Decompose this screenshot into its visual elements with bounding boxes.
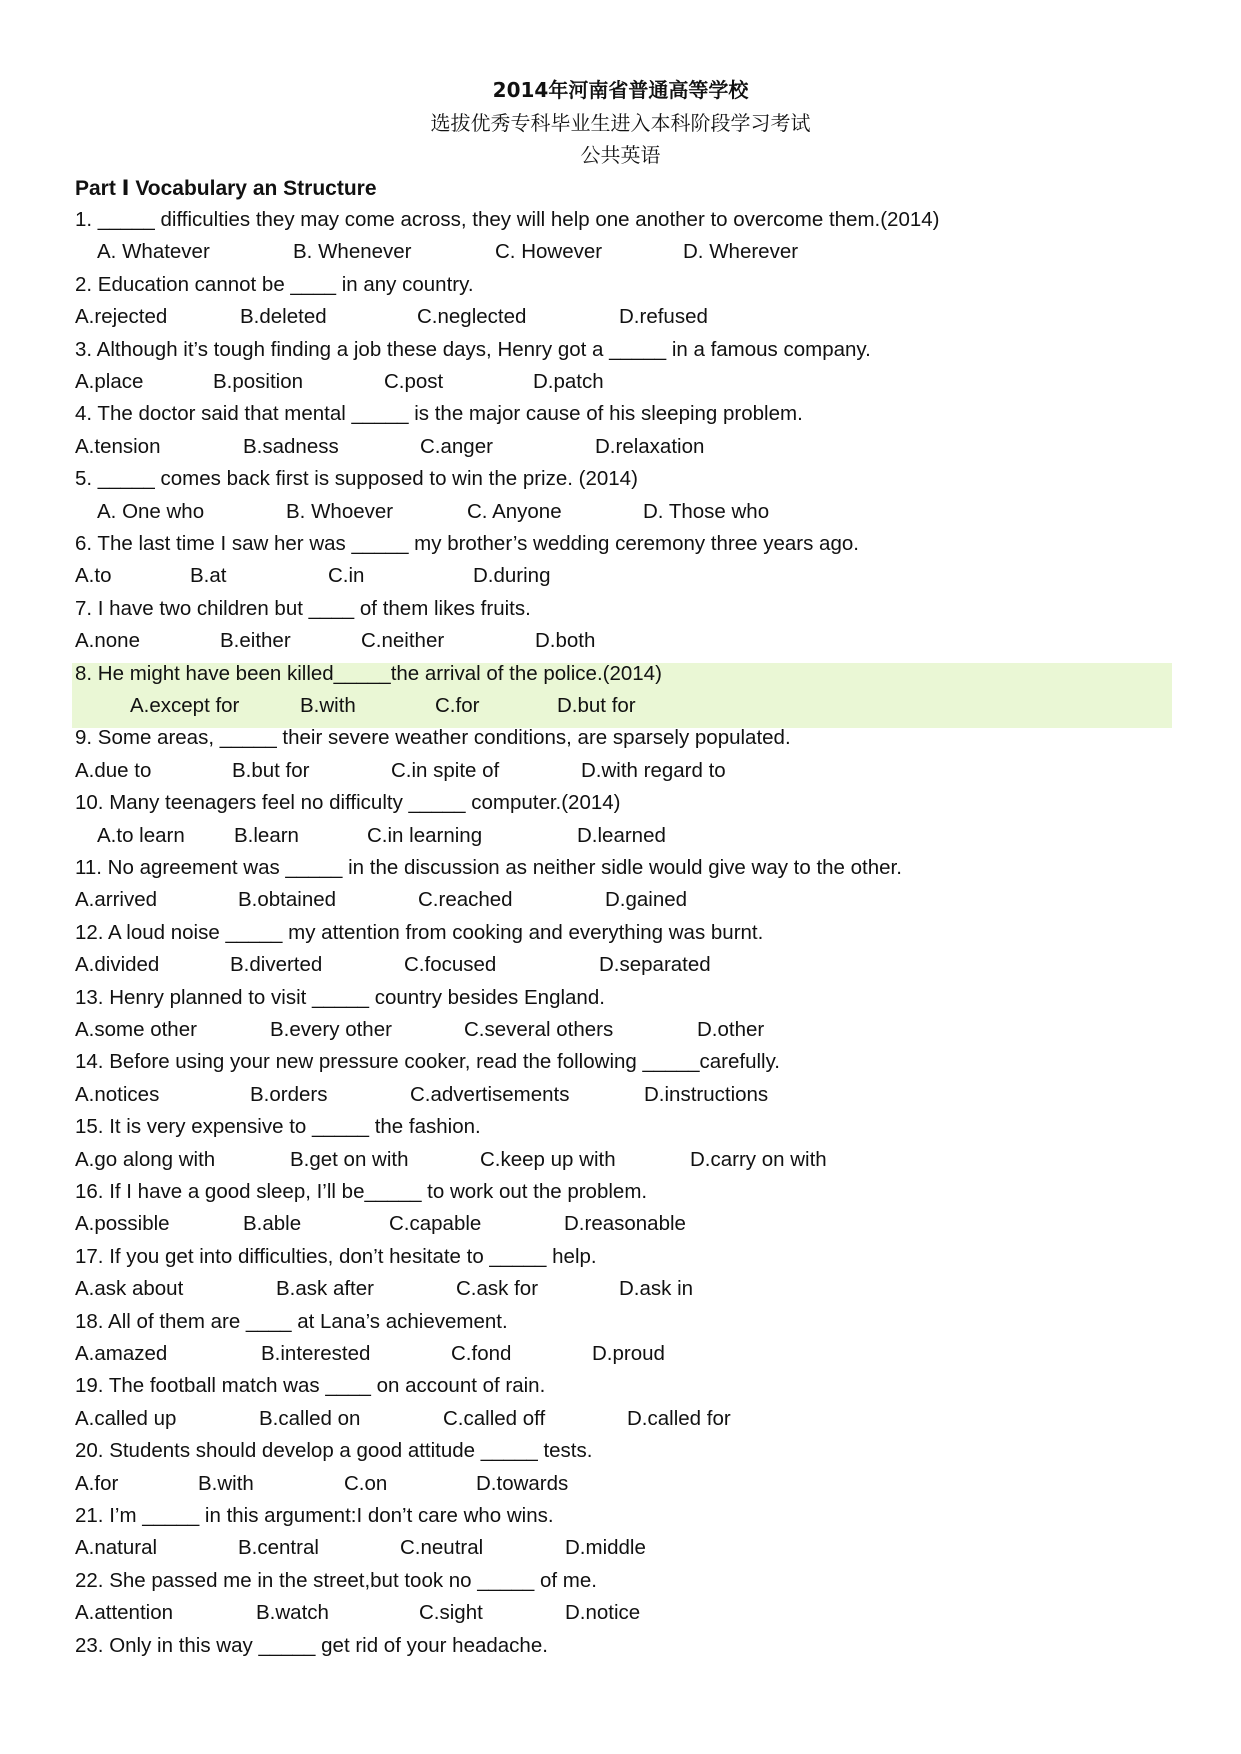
option-b: B.get on with xyxy=(290,1147,409,1171)
option-row xyxy=(0,1079,1241,1111)
option-d: D.proud xyxy=(592,1342,665,1365)
option-a: A.attention xyxy=(75,1601,174,1625)
option-a: A.possible xyxy=(75,1212,170,1236)
exam-title: 2014年河南省普通高等学校 xyxy=(492,78,749,102)
option-row xyxy=(0,431,1241,463)
option-a: A.none xyxy=(75,629,140,653)
option-a: A.except for xyxy=(130,694,240,717)
question-stem: 20. Students should develop a good attitude _____ tests. xyxy=(75,1439,593,1463)
option-a: A.some other xyxy=(75,1018,197,1041)
option-d: D.both xyxy=(535,629,596,653)
option-a: A.place xyxy=(75,370,144,393)
question-stem: 16. If I have a good sleep, I’ll be_____ to work out the problem. xyxy=(75,1180,648,1203)
question-stem: 19. The football match was ____ on account of rain. xyxy=(75,1374,546,1398)
question-stem: 4. The doctor said that mental _____ is the major cause of his sleeping problem. xyxy=(75,402,803,426)
exam-subject: 公共英语 xyxy=(580,143,661,167)
option-c: C.advertisements xyxy=(410,1082,570,1106)
option-row xyxy=(0,755,1241,787)
option-row xyxy=(0,560,1241,592)
option-d: D.but for xyxy=(557,694,636,717)
option-d: D.during xyxy=(473,564,551,588)
option-a: A.rejected xyxy=(75,305,168,329)
option-c: C.reached xyxy=(418,888,513,912)
option-a: A.to learn xyxy=(97,823,185,847)
option-d: D.separated xyxy=(599,953,711,977)
option-c: C.fond xyxy=(451,1342,512,1365)
option-d: D.refused xyxy=(619,305,708,329)
question-stem: 18. All of them are ____ at Lana’s achievement. xyxy=(75,1309,508,1333)
question-stem: 6. The last time I saw her was _____ my brother’s wedding ceremony three years ago. xyxy=(75,532,859,555)
option-c: C.in spite of xyxy=(391,758,500,782)
option-b: B.at xyxy=(190,564,227,588)
option-b: B.obtained xyxy=(238,888,337,912)
question-stem: 7. I have two children but ____ of them likes fruits. xyxy=(75,596,531,620)
option-row xyxy=(0,301,1241,333)
option-b: B.with xyxy=(300,694,356,717)
option-b: B.watch xyxy=(256,1601,329,1625)
option-row xyxy=(0,1014,1241,1046)
option-c: C.ask for xyxy=(456,1277,539,1301)
question-stem: 10. Many teenagers feel no difficulty _____ computer.(2014) xyxy=(75,791,621,815)
option-c: C. Anyone xyxy=(467,499,562,523)
option-d: D.called for xyxy=(627,1406,731,1430)
option-d: D.other xyxy=(697,1018,765,1041)
option-c: C.on xyxy=(344,1471,388,1495)
option-b: B.learn xyxy=(234,823,299,847)
option-b: B.sadness xyxy=(243,434,339,458)
option-row xyxy=(0,1208,1241,1240)
option-b: B.but for xyxy=(232,758,310,782)
option-d: D.notice xyxy=(565,1601,641,1625)
option-a: A.natural xyxy=(75,1536,158,1560)
option-row xyxy=(0,1597,1241,1629)
option-c: C.neglected xyxy=(417,305,527,329)
option-b: B.ask after xyxy=(276,1277,374,1301)
question-stem: 5. _____ comes back first is supposed to win the prize. (2014) xyxy=(75,467,638,491)
option-row xyxy=(0,496,1241,528)
option-row xyxy=(0,1144,1241,1176)
question-stem: 9. Some areas, _____ their severe weather conditions, are sparsely populated. xyxy=(75,726,791,750)
option-d: D.middle xyxy=(565,1536,646,1560)
option-c: C.called off xyxy=(443,1406,546,1430)
option-d: D.with regard to xyxy=(581,758,726,782)
option-row xyxy=(0,820,1241,852)
option-b: B.diverted xyxy=(230,953,323,977)
option-b: B.called on xyxy=(259,1406,361,1430)
option-a: A.ask about xyxy=(75,1277,184,1301)
question-stem: 11. No agreement was _____ in the discussion as neither sidle would give way to the other. xyxy=(75,856,902,879)
option-row xyxy=(0,949,1241,981)
part-title: Part Ⅰ Vocabulary an Structure xyxy=(75,177,377,200)
option-row xyxy=(0,1273,1241,1305)
question-stem: 12. A loud noise _____ my attention from cooking and everything was burnt. xyxy=(75,920,764,944)
option-b: B.position xyxy=(213,370,304,393)
option-c: C.neutral xyxy=(400,1536,484,1560)
option-d: D.towards xyxy=(476,1471,569,1495)
option-d: D.reasonable xyxy=(564,1212,686,1236)
option-a: A.to xyxy=(75,564,112,588)
option-c: C.several others xyxy=(464,1018,614,1041)
option-c: C.focused xyxy=(404,953,497,977)
option-c: C.for xyxy=(435,694,480,717)
option-b: B.central xyxy=(238,1536,319,1560)
option-row xyxy=(0,1468,1241,1500)
option-d: D.learned xyxy=(577,823,666,847)
question-stem: 23. Only in this way _____ get rid of your headache. xyxy=(75,1633,548,1657)
option-d: D.gained xyxy=(605,888,688,912)
option-a: A.due to xyxy=(75,758,152,782)
option-row xyxy=(0,690,1241,722)
option-c: C.keep up with xyxy=(480,1147,616,1171)
question-stem: 14. Before using your new pressure cooker, read the following _____carefully. xyxy=(75,1050,781,1074)
question-stem: 3. Although it’s tough finding a job these days, Henry got a _____ in a famous company. xyxy=(75,337,871,361)
option-a: A.tension xyxy=(75,434,161,458)
option-d: D. Wherever xyxy=(683,240,799,264)
option-c: C.anger xyxy=(420,434,493,458)
question-stem: 22. She passed me in the street,but took no _____ of me. xyxy=(75,1568,597,1592)
question-stem: 21. I’m _____ in this argument:I don’t care who wins. xyxy=(75,1504,554,1527)
option-a: A.arrived xyxy=(75,888,158,912)
question-stem: 2. Education cannot be ____ in any country. xyxy=(75,272,474,296)
option-d: D.relaxation xyxy=(595,434,705,458)
option-a: A. Whatever xyxy=(97,240,210,264)
option-a: A. One who xyxy=(97,499,205,523)
option-row xyxy=(0,884,1241,916)
option-b: B.orders xyxy=(250,1082,328,1106)
option-b: B. Whoever xyxy=(286,499,394,523)
option-d: D.carry on with xyxy=(690,1147,827,1171)
option-b: B. Whenever xyxy=(293,240,412,264)
exam-subtitle: 选拔优秀专科毕业生进入本科阶段学习考试 xyxy=(430,111,811,135)
option-b: B.deleted xyxy=(240,305,327,329)
option-b: B.either xyxy=(220,629,291,653)
option-c: C.in learning xyxy=(367,823,483,847)
option-c: C.neither xyxy=(361,629,445,653)
option-d: D.instructions xyxy=(644,1082,769,1106)
option-a: A.amazed xyxy=(75,1342,168,1365)
option-row xyxy=(0,236,1241,268)
question-stem: 8. He might have been killed_____the arrival of the police.(2014) xyxy=(75,661,662,685)
question-stem: 13. Henry planned to visit _____ country besides England. xyxy=(75,985,605,1009)
option-a: A.divided xyxy=(75,953,160,977)
option-c: C. However xyxy=(495,240,603,264)
option-a: A.go along with xyxy=(75,1147,216,1171)
option-c: C.capable xyxy=(389,1212,482,1236)
option-row xyxy=(0,1532,1241,1564)
option-c: C.post xyxy=(384,370,444,393)
option-row xyxy=(0,625,1241,657)
option-a: A.for xyxy=(75,1471,119,1495)
option-d: D. Those who xyxy=(643,499,770,523)
option-a: A.notices xyxy=(75,1082,160,1106)
option-c: C.sight xyxy=(419,1601,483,1625)
question-stem: 17. If you get into difficulties, don’t hesitate to _____ help. xyxy=(75,1244,597,1268)
option-a: A.called up xyxy=(75,1406,177,1430)
option-c: C.in xyxy=(328,564,365,588)
option-d: D.patch xyxy=(533,370,604,393)
question-stem: 15. It is very expensive to _____ the fashion. xyxy=(75,1115,481,1139)
option-row xyxy=(0,366,1241,398)
option-row xyxy=(0,1338,1241,1370)
option-b: B.interested xyxy=(261,1342,371,1365)
option-b: B.with xyxy=(198,1471,254,1495)
option-b: B.able xyxy=(243,1212,302,1236)
option-d: D.ask in xyxy=(619,1277,694,1301)
question-stem: 1. _____ difficulties they may come across, they will help one another to overcome them.(2014) xyxy=(75,208,940,231)
option-b: B.every other xyxy=(270,1018,392,1041)
option-row xyxy=(0,1403,1241,1435)
